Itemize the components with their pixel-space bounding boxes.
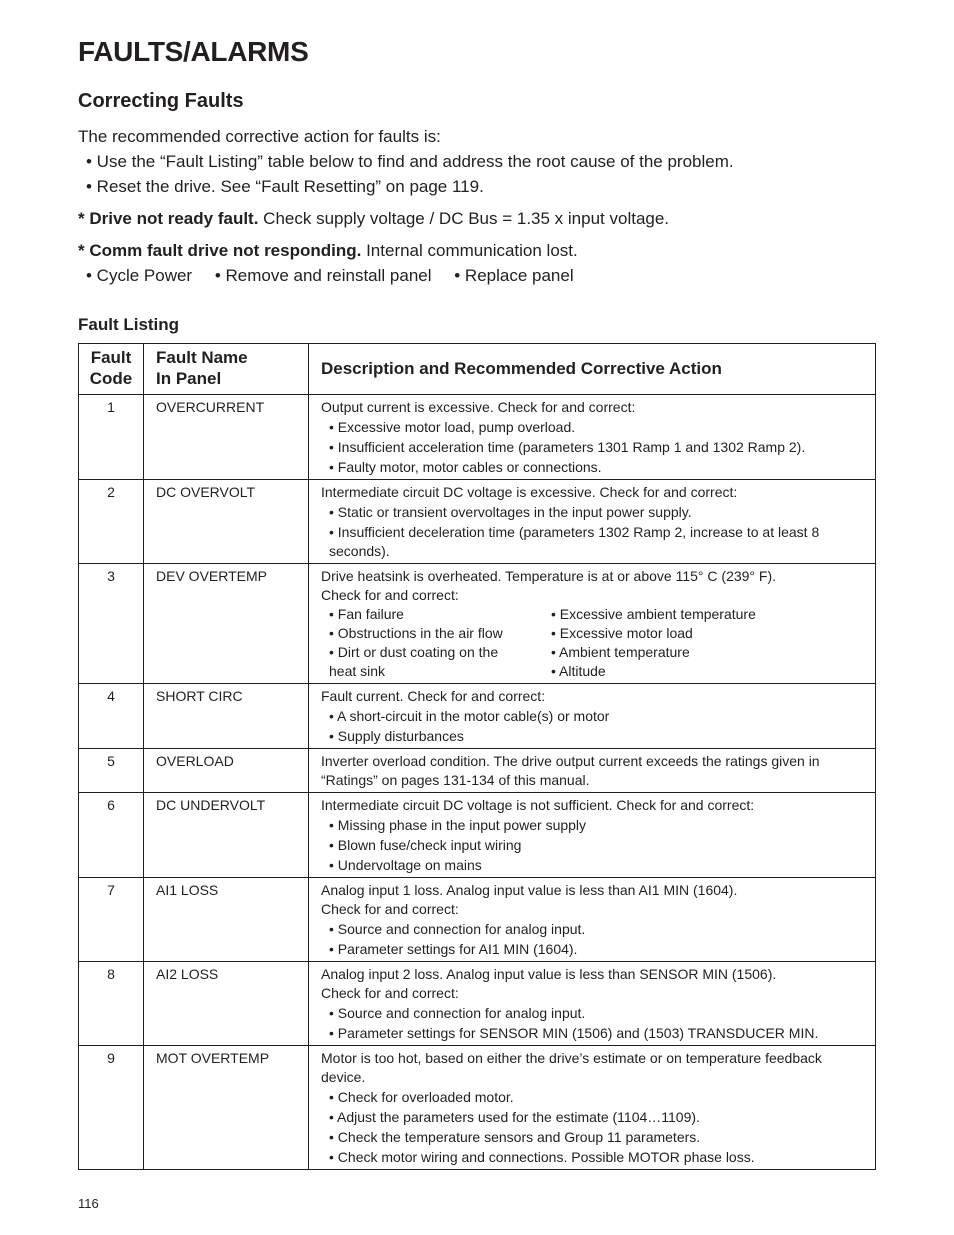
table-row [79,1046,876,1170]
description-text: Intermediate circuit DC voltage is not sufficient. Check for and correct: [321,797,755,813]
description-item: • Undervoltage on mains [329,857,482,873]
fault-description [309,564,876,684]
header-fault-name: Fault Name In Panel [144,344,309,395]
description-item: • Fan failure [329,606,404,622]
fault-code: 6 [79,793,144,878]
table-row [79,684,876,749]
fault-name: OVERCURRENT [144,395,309,480]
description-item: • Dirt or dust coating on the heat sink [329,644,499,679]
description-text: Check for and correct: [321,985,459,1001]
fault-description [309,962,876,1046]
header-fault-code: Fault Code [79,344,144,395]
comm-action: • Cycle Power [86,266,193,285]
fault-code: 7 [79,878,144,962]
description-text: Analog input 1 loss. Analog input value is less than AI1 MIN (1604). [321,882,738,898]
fault-listing-table [78,343,876,1170]
description-item: • Faulty motor, motor cables or connections. [329,459,602,475]
fault-name: MOT OVERTEMP [144,1046,309,1170]
page-number: 116 [78,1196,99,1211]
fault-name: AI1 LOSS [144,878,309,962]
fault-description [309,684,876,749]
description-text: Check for and correct: [321,587,459,603]
comm-fault-label: * Comm fault drive not responding. [78,241,362,260]
description-item: • Insufficient deceleration time (parameters 1302 Ramp 2, increase to at least 8 seconds). [329,524,820,559]
description-item: • Excessive motor load, pump overload. [329,419,576,435]
section-title-correcting-faults: Correcting Faults [78,90,244,112]
comm-fault-text: Internal communication lost. [361,241,578,260]
description-item: • Insufficient acceleration time (parameters 1301 Ramp 1 and 1302 Ramp 2). [329,439,806,455]
description-item: • Source and connection for analog input. [329,1005,586,1021]
fault-name: OVERLOAD [144,749,309,793]
comm-action: • Remove and reinstall panel [214,266,432,285]
table-row [79,962,876,1046]
intro-bullet: • Reset the drive. See “Fault Resetting” on page 119. [86,177,484,196]
fault-listing-title: Fault Listing [78,315,180,334]
fault-name: AI2 LOSS [144,962,309,1046]
description-item: • Static or transient overvoltages in the input power supply. [329,504,692,520]
fault-code: 3 [79,564,144,684]
fault-code: 9 [79,1046,144,1170]
description-text: Check for and correct: [321,901,459,917]
description-text: Motor is too hot, based on either the drive’s estimate or on temperature feedback device. [321,1050,822,1085]
description-text: Drive heatsink is overheated. Temperature is at or above 115° C (239° F). [321,568,777,584]
fault-code: 8 [79,962,144,1046]
description-item: • Check motor wiring and connections. Possible MOTOR phase loss. [329,1149,755,1165]
drive-not-ready-text: Check supply voltage / DC Bus = 1.35 x input voltage. [258,209,670,228]
fault-code: 5 [79,749,144,793]
fault-description [309,793,876,878]
description-item: • Obstructions in the air flow [329,625,503,641]
correcting-faults-intro [78,124,898,288]
description-text: Inverter overload condition. The drive output current exceeds the ratings given in “Ratings” on pages 131-134 of this manual. [321,753,820,788]
description-item: • Blown fuse/check input wiring [329,837,522,853]
description-text: Fault current. Check for and correct: [321,688,546,704]
table-row [79,395,876,480]
fault-name: DC UNDERVOLT [144,793,309,878]
drive-not-ready-label: * Drive not ready fault. [78,209,259,228]
drive-not-ready-note [78,206,898,231]
fault-description [309,395,876,480]
fault-description [309,878,876,962]
description-item: • Ambient temperature • Altitude [551,644,690,679]
description-text: Intermediate circuit DC voltage is excessive. Check for and correct: [321,484,738,500]
table-row [79,878,876,962]
table-row [79,564,876,684]
comm-fault-note [78,238,898,263]
fault-name: DC OVERVOLT [144,480,309,564]
description-item: • Excessive ambient temperature [551,606,756,622]
header-description: Description and Recommended Corrective Action [309,344,876,395]
fault-description [309,1046,876,1170]
description-text: Analog input 2 loss. Analog input value is less than SENSOR MIN (1506). [321,966,777,982]
description-item: • Check for overloaded motor. [329,1089,514,1105]
comm-action: • Replace panel [454,266,574,285]
description-item: • Parameter settings for AI1 MIN (1604). [329,941,578,957]
table-row [79,749,876,793]
table-header-row [79,344,876,395]
intro-text: The recommended corrective action for faults is: [78,127,441,146]
description-item: • Excessive motor load [551,625,693,641]
description-item: • Parameter settings for SENSOR MIN (1506) and (1503) TRANSDUCER MIN. [329,1025,819,1041]
fault-name: DEV OVERTEMP [144,564,309,684]
description-item: • Missing phase in the input power supply [329,817,587,833]
description-text: Output current is excessive. Check for and correct: [321,399,636,415]
description-two-column-list [321,605,869,681]
fault-code: 2 [79,480,144,564]
fault-description [309,480,876,564]
description-item: • Adjust the parameters used for the estimate (1104…1109). [329,1109,700,1125]
fault-description [309,749,876,793]
fault-code: 4 [79,684,144,749]
comm-fault-actions [78,263,898,288]
table-row [79,793,876,878]
fault-code: 1 [79,395,144,480]
description-item: • A short-circuit in the motor cable(s) or motor [329,708,610,724]
description-item: • Check the temperature sensors and Group 11 parameters. [329,1129,701,1145]
description-item: • Source and connection for analog input. [329,921,586,937]
description-item: • Supply disturbances [329,728,464,744]
table-row [79,480,876,564]
intro-bullet: • Use the “Fault Listing” table below to find and address the root cause of the problem. [86,152,734,171]
page-title: FAULTS/ALARMS [78,36,309,67]
fault-name: SHORT CIRC [144,684,309,749]
